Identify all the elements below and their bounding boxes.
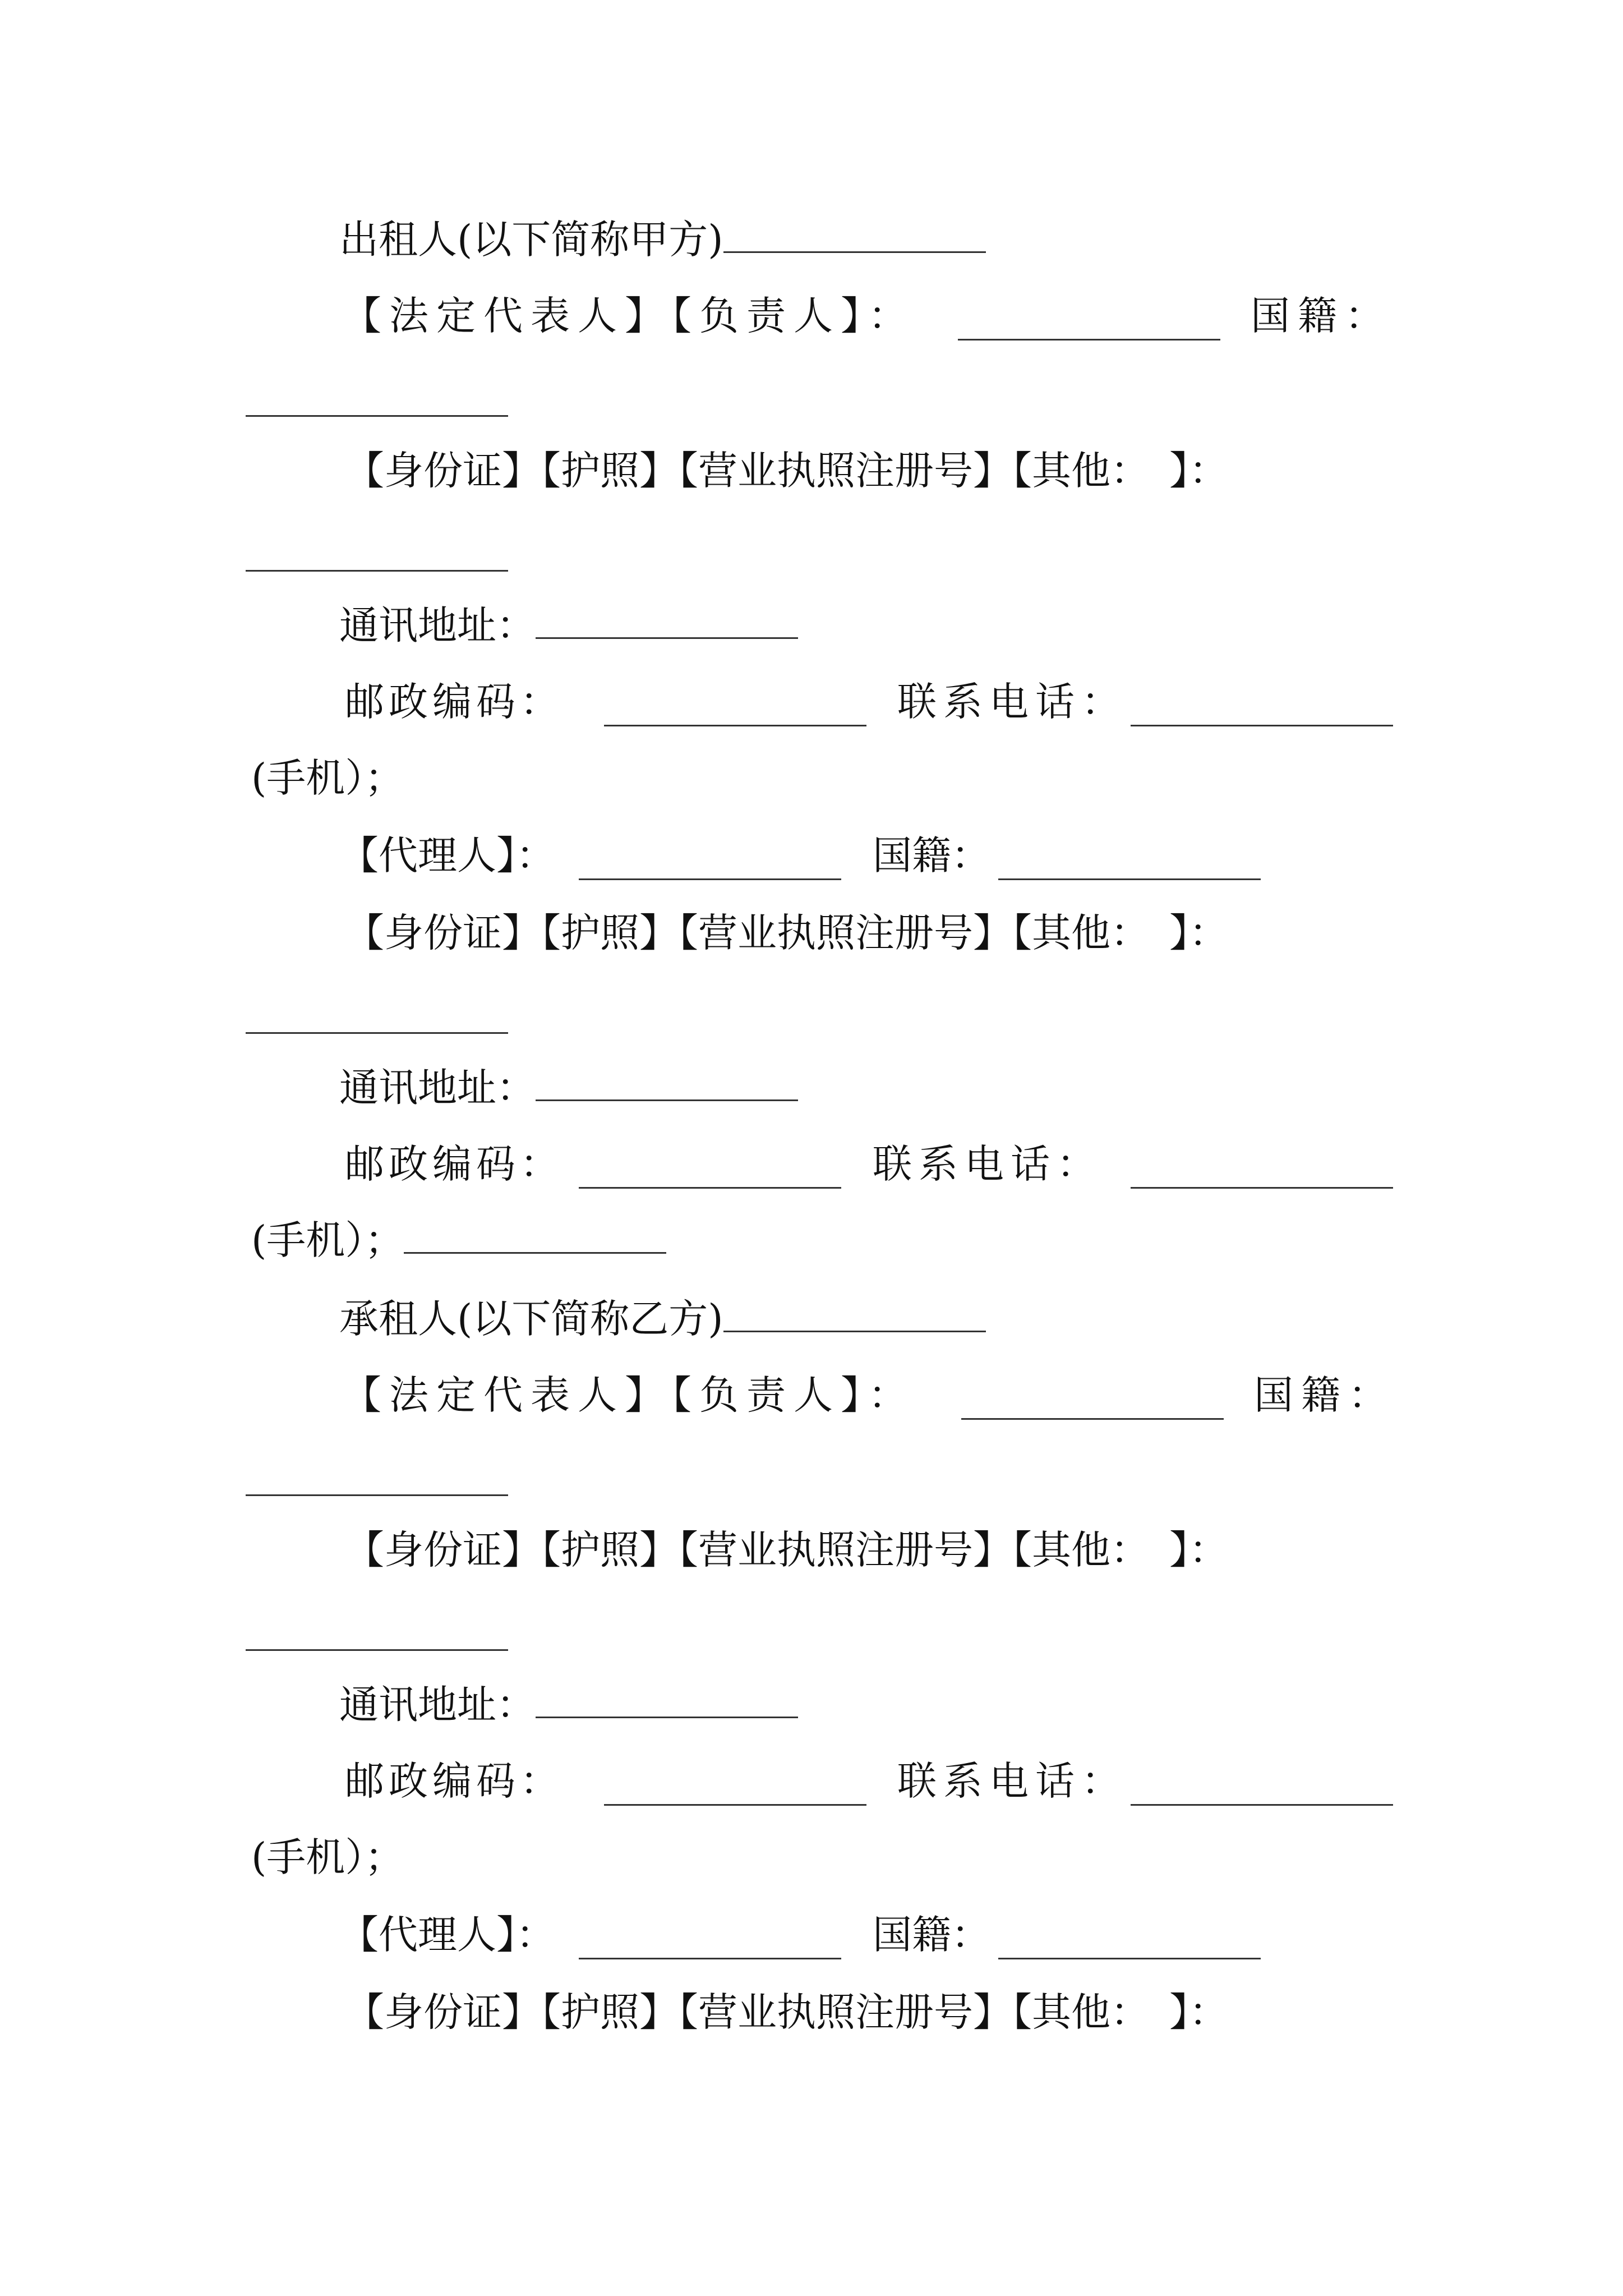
lessor-phone-blank[interactable] — [1131, 725, 1393, 726]
lessor-mobile-line — [251, 755, 404, 801]
lessor-postal-blank[interactable] — [604, 725, 866, 726]
lessor-nationality-line — [1251, 293, 1392, 339]
lessee-id-line — [345, 1527, 1228, 1573]
lessor-agent-mobile-label: (手机）； — [251, 1217, 404, 1263]
lessee-agent-id-line — [345, 1989, 1228, 2035]
lessor-agent-phone-label: 联系电话： — [873, 1141, 1103, 1187]
lessor-agent-line — [339, 832, 555, 878]
lessor-heading-line — [339, 217, 986, 263]
lessee-name-blank[interactable] — [723, 1331, 986, 1332]
lessor-agent-phone-blank[interactable] — [1131, 1187, 1393, 1189]
lessor-rep-blank[interactable] — [958, 339, 1220, 341]
lessor-mobile-label: (手机）； — [251, 755, 404, 801]
lessor-address-blank[interactable] — [536, 637, 798, 639]
lessor-agent-id-line — [345, 910, 1228, 956]
lessor-agent-nationality-line — [873, 832, 990, 878]
lessor-agent-phone-line — [873, 1141, 1103, 1187]
lessee-nationality-blank[interactable] — [246, 1494, 508, 1496]
lessee-agent-nationality-line — [873, 1912, 990, 1958]
lessor-phone-line — [897, 679, 1127, 725]
lessor-agent-id-label: 【身份证】【护照】【营业执照注册号】【其他： 】： — [345, 910, 1228, 956]
lessee-id-label: 【身份证】【护照】【营业执照注册号】【其他： 】： — [345, 1527, 1228, 1573]
lessor-agent-label: 【代理人】： — [339, 832, 555, 878]
lessee-agent-id-label: 【身份证】【护照】【营业执照注册号】【其他： 】： — [345, 1989, 1228, 2035]
lessor-agent-mobile-blank[interactable] — [404, 1252, 666, 1254]
lessee-phone-blank[interactable] — [1131, 1804, 1393, 1806]
lessor-address-line — [339, 602, 798, 648]
lessee-phone-label: 联系电话： — [897, 1758, 1127, 1804]
lessee-postal-line — [345, 1758, 564, 1804]
lessee-agent-nationality-blank[interactable] — [998, 1958, 1261, 1959]
lessee-agent-line — [339, 1912, 555, 1958]
lessee-rep-label: 【法定代表人】【负责人】： — [342, 1372, 915, 1418]
lessee-agent-blank[interactable] — [579, 1958, 841, 1959]
lessee-heading-line — [339, 1296, 986, 1342]
lessor-agent-postal-blank[interactable] — [579, 1187, 841, 1189]
lessor-id-label: 【身份证】【护照】【营业执照注册号】【其他： 】： — [345, 448, 1228, 494]
lessor-nationality-blank[interactable] — [246, 415, 508, 417]
lessor-heading: 出租人(以下简称甲方) — [339, 217, 723, 263]
lessor-agent-postal-label: 邮政编码： — [345, 1141, 564, 1187]
lessee-phone-line — [897, 1758, 1127, 1804]
lessor-phone-label: 联系电话： — [897, 679, 1127, 725]
lessee-address-blank[interactable] — [536, 1717, 798, 1718]
lessor-agent-postal-line — [345, 1141, 564, 1187]
lessor-postal-label: 邮政编码： — [345, 679, 564, 725]
lessee-postal-label: 邮政编码： — [345, 1758, 564, 1804]
lessee-nationality-label: 国籍： — [1254, 1372, 1395, 1418]
lessor-agent-address-blank[interactable] — [536, 1099, 798, 1101]
lessor-id-blank[interactable] — [246, 570, 508, 572]
lessor-agent-mobile-line — [251, 1217, 666, 1263]
lessee-id-blank[interactable] — [246, 1649, 508, 1651]
lessee-postal-blank[interactable] — [604, 1804, 866, 1806]
lessee-heading: 承租人(以下简称乙方) — [339, 1296, 723, 1342]
lessor-agent-blank[interactable] — [579, 878, 841, 880]
lessor-rep-label: 【法定代表人】【负责人】： — [342, 293, 915, 339]
lessee-mobile-line — [251, 1834, 404, 1880]
lessee-rep-line — [342, 1372, 915, 1418]
lessor-rep-line — [342, 293, 915, 339]
lessee-rep-blank[interactable] — [961, 1418, 1224, 1420]
lessor-nationality-label: 国籍： — [1251, 293, 1392, 339]
lessee-agent-label: 【代理人】： — [339, 1912, 555, 1958]
lessor-address-label: 通讯地址： — [339, 602, 536, 648]
lessor-name-blank[interactable] — [723, 251, 986, 253]
lessor-agent-nationality-label: 国籍： — [873, 832, 990, 878]
lessee-address-label: 通讯地址： — [339, 1682, 536, 1728]
lessor-agent-address-label: 通讯地址： — [339, 1065, 536, 1111]
lessor-id-line — [345, 448, 1228, 494]
lessor-postal-line — [345, 679, 564, 725]
lessee-agent-nationality-label: 国籍： — [873, 1912, 990, 1958]
lessor-agent-id-blank[interactable] — [246, 1032, 508, 1034]
lessee-mobile-label: (手机）； — [251, 1834, 404, 1880]
lessee-nationality-line — [1254, 1372, 1395, 1418]
lessor-agent-nationality-blank[interactable] — [998, 878, 1261, 880]
lessee-address-line — [339, 1682, 798, 1728]
lessor-agent-address-line — [339, 1065, 798, 1111]
